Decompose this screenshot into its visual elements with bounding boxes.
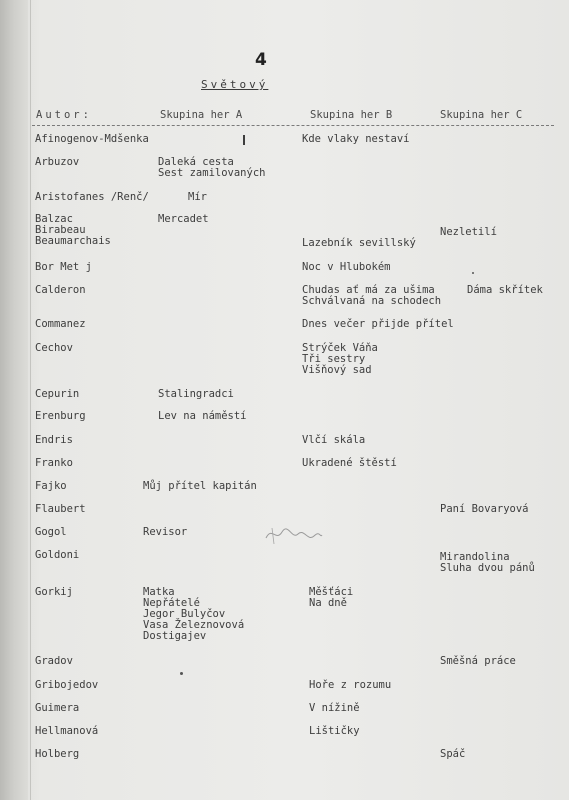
play-b: Ukradené štěstí xyxy=(302,457,397,469)
author-cell: Gradov xyxy=(35,655,73,667)
author-cell: Cepurin xyxy=(35,388,80,400)
play-a: Matka xyxy=(143,586,175,598)
play-c: Nezletilí xyxy=(440,226,497,238)
play-b: Lazebník sevillský xyxy=(302,237,416,249)
author-cell: Gogol xyxy=(35,526,67,538)
author-cell: Fajko xyxy=(35,480,67,492)
author-cell: Endris xyxy=(35,434,73,446)
play-b: Lištičky xyxy=(309,725,360,737)
binding-strip xyxy=(0,0,28,800)
play-a: Lev na náměstí xyxy=(158,410,247,422)
play-c: Sluha dvou pánů xyxy=(440,562,535,574)
page-number: 4 xyxy=(255,50,267,70)
author-cell: Hellmanová xyxy=(35,725,99,737)
author-cell: Bor Met j xyxy=(35,261,92,273)
author-cell: Commanez xyxy=(35,318,86,330)
header-group-a: Skupina her A xyxy=(160,109,243,121)
play-b: Dnes večer přijde přítel xyxy=(302,318,454,330)
play-a: Sest zamilovaných xyxy=(158,167,266,179)
author-cell: Gribojedov xyxy=(35,679,99,691)
play-c: Paní Bovaryová xyxy=(440,503,529,515)
play-a: Jegor Bulyčov xyxy=(143,608,226,620)
ink-speck xyxy=(472,272,474,274)
play-b: V nížině xyxy=(309,702,360,714)
document-title: Světový xyxy=(201,78,269,91)
author-cell: Calderon xyxy=(35,284,86,296)
author-cell: Aristofanes /Renč/ xyxy=(35,191,149,203)
play-c: Mirandolina xyxy=(440,551,510,563)
author-cell: Afinogenov-Mdšenka xyxy=(35,133,149,145)
play-b: Višňový sad xyxy=(302,364,372,376)
header-group-b: Skupina her B xyxy=(310,109,393,121)
pencil-scribble xyxy=(262,520,324,548)
author-cell: Guimera xyxy=(35,702,80,714)
author-cell: Holberg xyxy=(35,748,80,760)
play-a: Stalingradci xyxy=(158,388,234,400)
play-b: Tři sestry xyxy=(302,353,366,365)
play-a: Revisor xyxy=(143,526,188,538)
play-b: Schválvaná na schodech xyxy=(302,295,442,307)
author-cell: Franko xyxy=(35,457,73,469)
ink-speck xyxy=(180,672,183,675)
author-cell: Goldoni xyxy=(35,549,80,561)
author-cell: Arbuzov xyxy=(35,156,80,168)
play-a: Mercadet xyxy=(158,213,209,225)
play-b: Chudas ať má za ušima xyxy=(302,284,435,296)
play-b: Strýček Váňa xyxy=(302,342,378,354)
author-cell: Erenburg xyxy=(35,410,86,422)
tick-mark xyxy=(243,135,245,145)
play-c: Směšná práce xyxy=(440,655,516,667)
play-a: Nepřátelé xyxy=(143,597,200,609)
play-b: Hoře z rozumu xyxy=(309,679,392,691)
play-c: Dáma skřítek xyxy=(467,284,543,296)
play-a: Mír xyxy=(188,191,207,203)
header-rule xyxy=(32,125,554,126)
play-b: Vlčí skála xyxy=(302,434,366,446)
play-a: Můj přítel kapitán xyxy=(143,480,257,492)
binding-edge xyxy=(30,0,31,800)
play-a: Daleká cesta xyxy=(158,156,234,168)
author-cell: Flaubert xyxy=(35,503,86,515)
header-autor: Autor: xyxy=(36,109,92,121)
author-cell: Balzac xyxy=(35,213,73,225)
play-b: Noc v Hlubokém xyxy=(302,261,391,273)
play-b: Na dně xyxy=(309,597,347,609)
author-cell: Beaumarchais xyxy=(35,235,111,247)
header-group-c: Skupina her C xyxy=(440,109,523,121)
play-c: Spáč xyxy=(440,748,466,760)
play-a: Dostigajev xyxy=(143,630,207,642)
author-cell: Cechov xyxy=(35,342,73,354)
author-cell: Birabeau xyxy=(35,224,86,236)
author-cell: Gorkij xyxy=(35,586,73,598)
play-b: Měšťáci xyxy=(309,586,354,598)
play-a: Vasa Železnovová xyxy=(143,619,245,631)
play-b: Kde vlaky nestaví xyxy=(302,133,410,145)
